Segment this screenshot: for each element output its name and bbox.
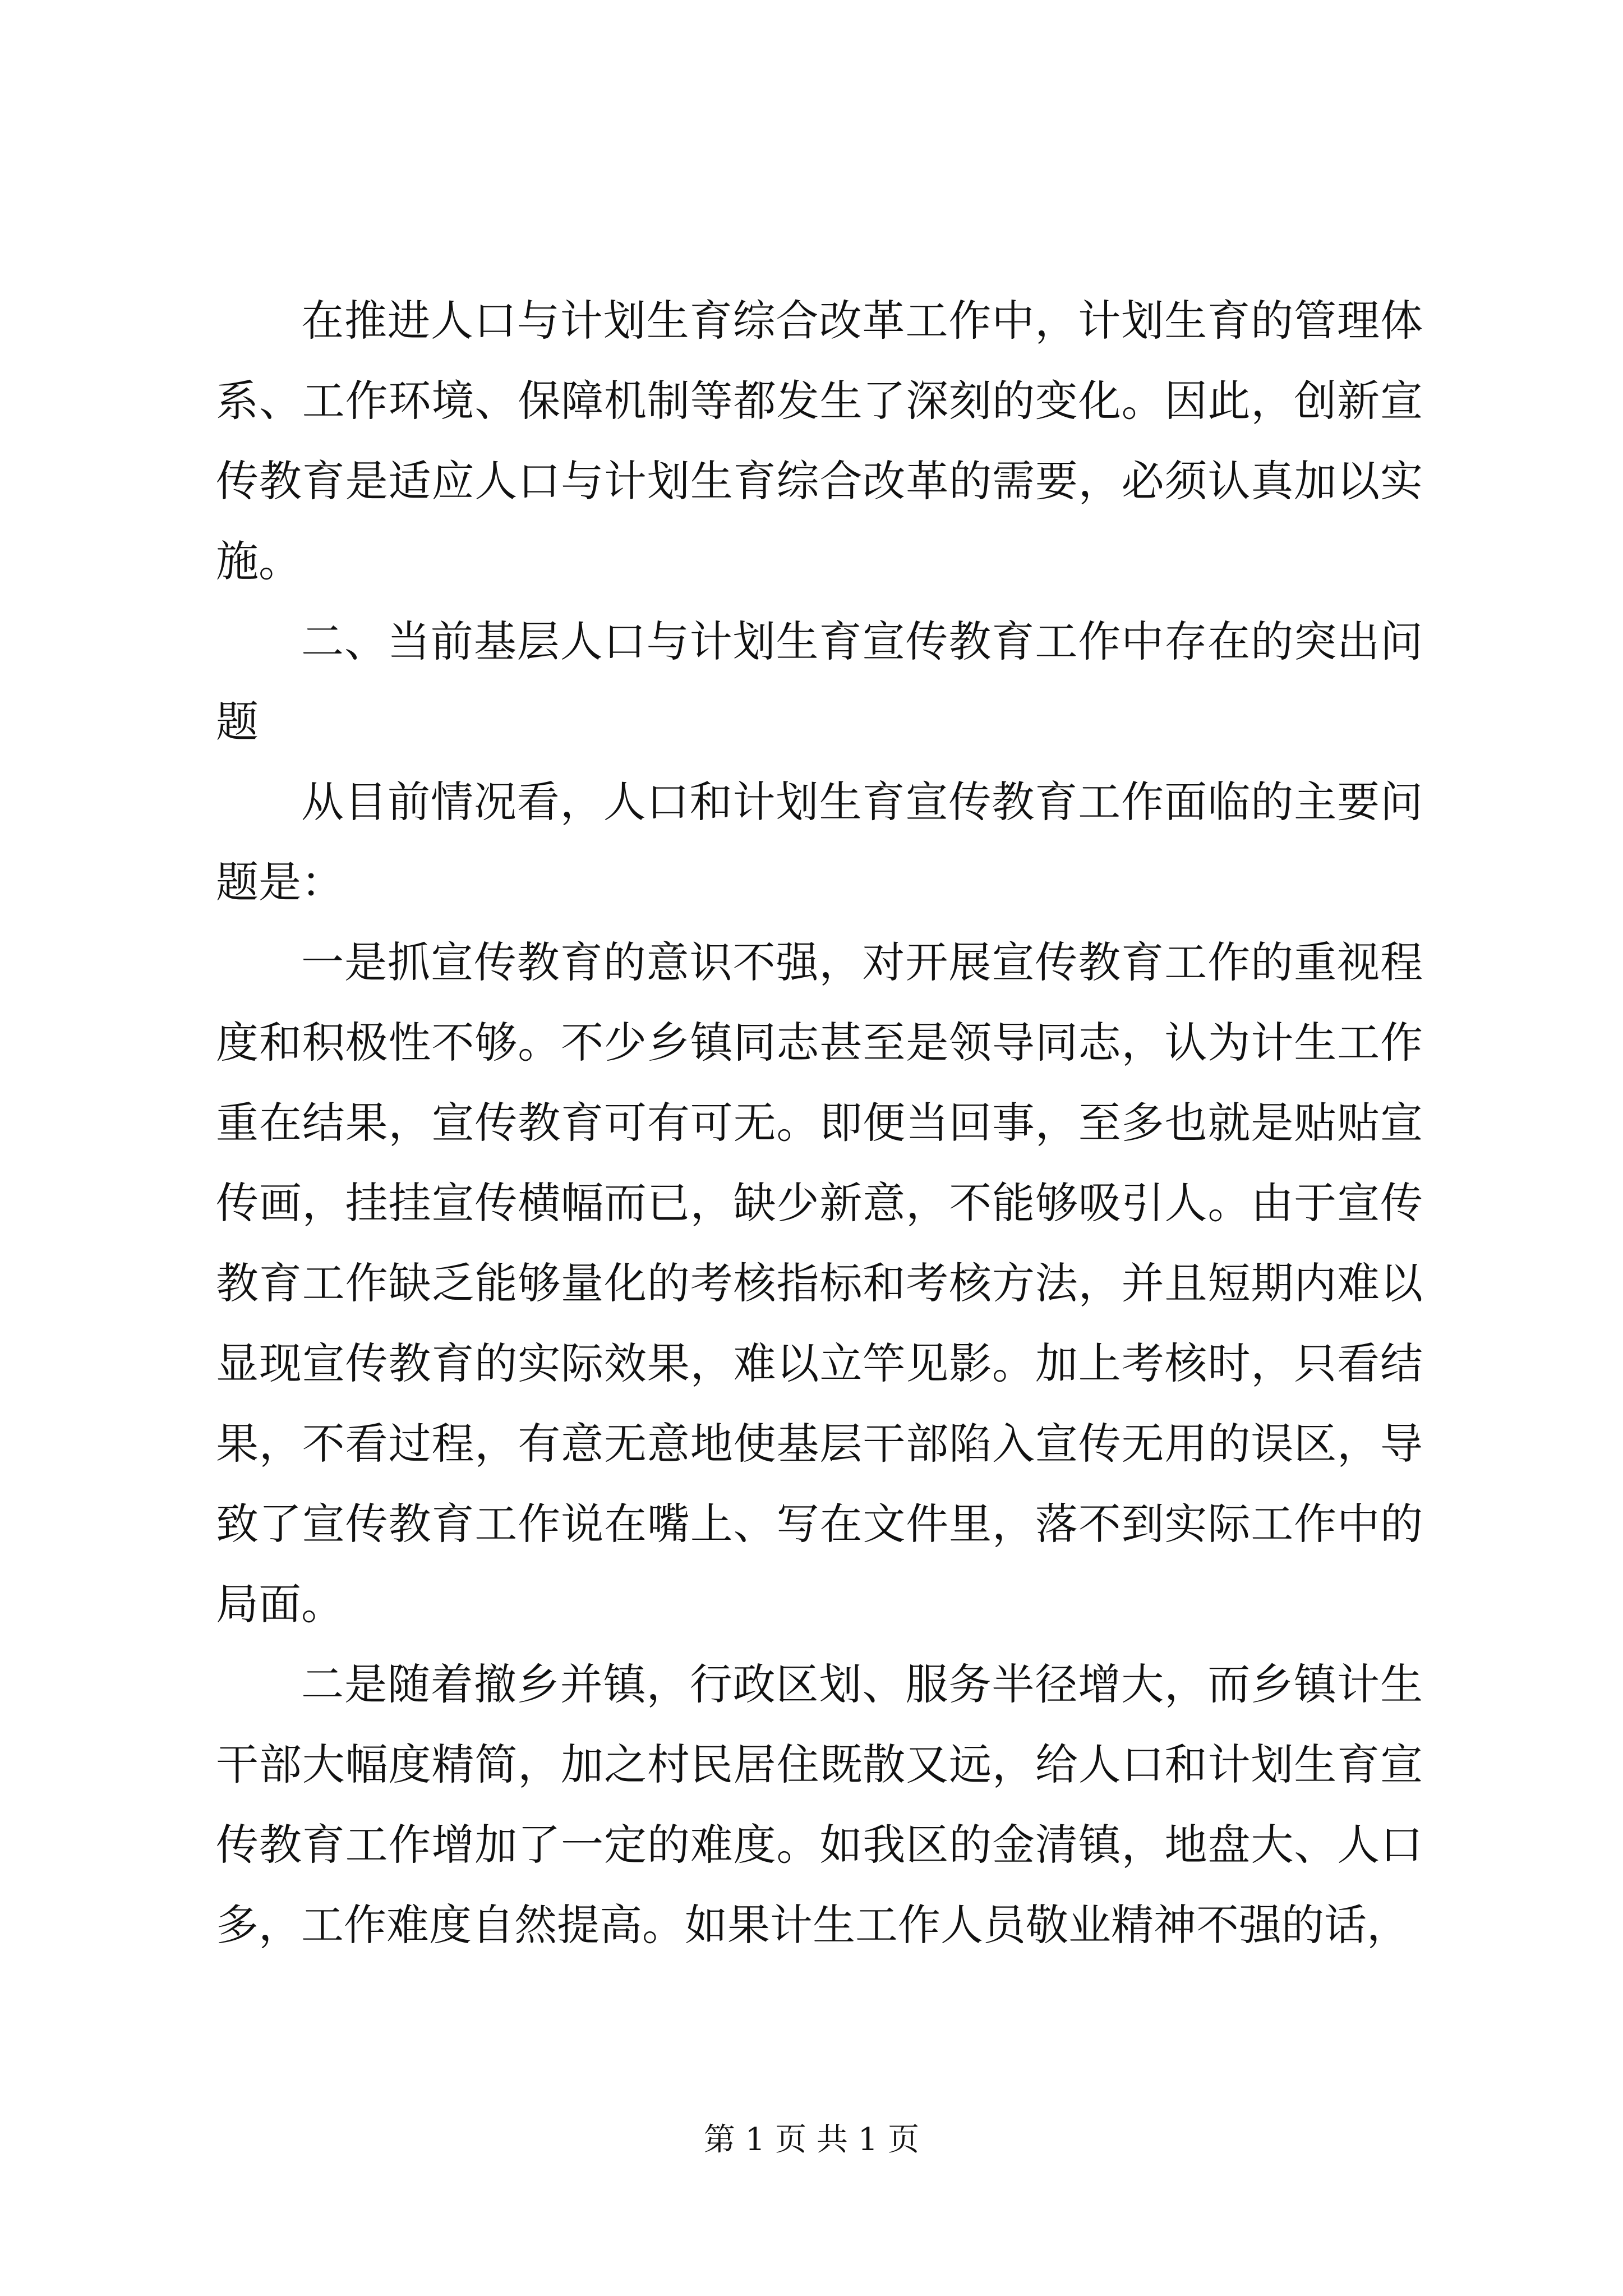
document-body: [216, 280, 1423, 1965]
paragraph-3: 从目前情况看，人口和计划生育宣传教育工作面临的主要问题是：: [216, 777, 1423, 907]
paragraph-5: 二是随着撤乡并镇，行政区划、服务半径增大，而乡镇计生干部大幅度精简，加之村民居住既散又远，给人口和计划生育宣传教育工作增加了一定的难度。如我区的金清镇，地盘大、人口多，工作难度自然提高。如果计生工作人员敬业精神不强的话，: [216, 1659, 1423, 1950]
paragraph-2-heading: 二、当前基层人口与计划生育宣传教育工作中存在的突出问题: [216, 616, 1423, 747]
paragraph-4: 一是抓宣传教育的意识不强，对开展宣传教育工作的重视程度和积极性不够。不少乡镇同志甚至是领导同志，认为计生工作重在结果，宣传教育可有可无。即便当回事，至多也就是贴贴宣传画，挂挂宣传横幅而已，缺少新意，不能够吸引人。由于宣传教育工作缺乏能够量化的考核指标和考核方法，并且短期内难以显现宣传教育的实际效果，难以立竿见影。加上考核时，只看结果，不看过程，有意无意地使基层干部陷入宣传无用的误区，导致了宣传教育工作说在嘴上、写在文件里，落不到实际工作中的局面。: [216, 937, 1423, 1629]
paragraph-1: 在推进人口与计划生育综合改革工作中，计划生育的管理体系、工作环境、保障机制等都发生了深刻的变化。因此，创新宣传教育是适应人口与计划生育综合改革的需要，必须认真加以实施。: [216, 296, 1423, 586]
page-footer: 第 1 页 共 1 页: [703, 2122, 920, 2158]
